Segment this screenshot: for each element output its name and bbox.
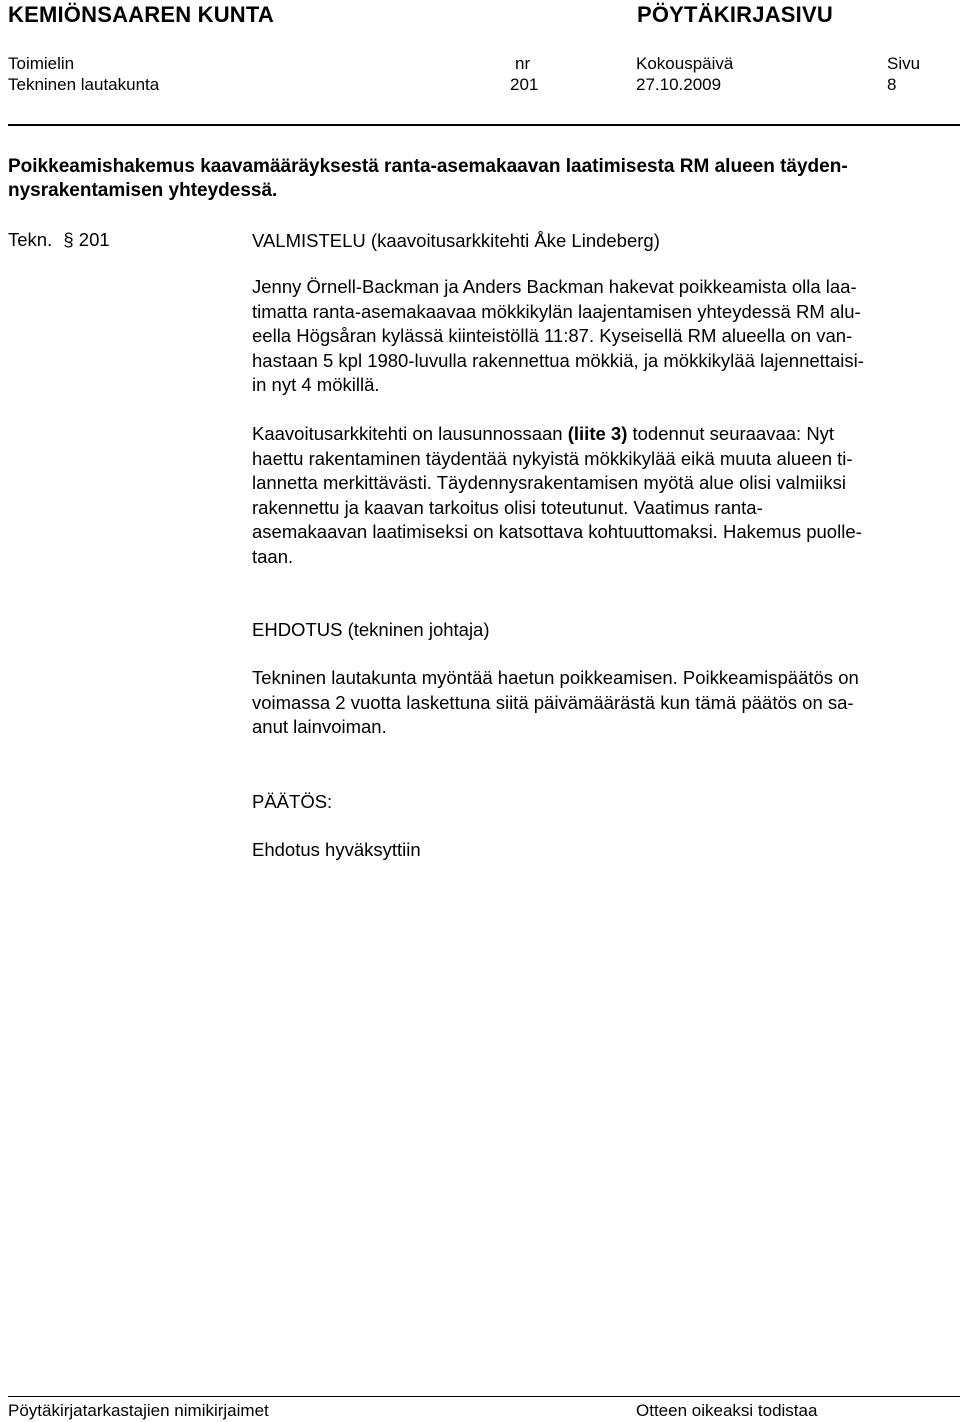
organization-name: KEMIÖNSAAREN KUNTA [8,2,274,27]
text-line: asemakaavan laatimiseksi on katsottava kohtuuttomaksi. Hakemus puolle- [252,521,862,542]
document-type: PÖYTÄKIRJASIVU [637,2,833,27]
decision-heading-block [252,790,952,815]
text-line: in nyt 4 mökillä. [252,374,380,395]
value-date: 27.10.2009 [636,75,722,94]
proposal-heading-block [252,618,952,643]
text-line: rakennettu ja kaavan tarkoitus olisi toteutunut. Vaatimus ranta- [252,496,763,518]
footer-initials-label: Pöytäkirjatarkastajien nimikirjaimet [8,1401,269,1420]
text-line [252,422,952,447]
label-date: Kokouspäivä [636,54,734,73]
header-rule [8,124,960,126]
text-segment: todennut seuraavaa: Nyt [627,423,835,444]
text-line: eella Högsåran kylässä kiinteistöllä 11:87. Kyseisellä RM alueella on van- [252,325,853,346]
value-page: 8 [887,75,897,94]
decision-text: Ehdotus hyväksyttiin [252,839,421,860]
value-nr: 201 [510,75,539,94]
section-heading [252,229,952,254]
text-line: Jenny Örnell-Backman ja Anders Backman hakevat poikkeamista olla laa- [252,276,857,297]
text-line: anut lainvoiman. [252,716,387,737]
attachment-reference: (liite 3) [567,423,628,444]
section-ref-prefix: Tekn. [8,229,53,250]
label-page: Sivu [887,54,921,73]
paragraph-application [252,275,952,398]
text-segment: Kaavoitusarkkitehti on lausunnossaan [252,423,568,444]
value-body: Tekninen lautakunta [8,75,160,94]
decision-text-block [252,838,952,863]
proposal-text [252,666,952,740]
text-line: haettu rakentaminen täydentää nykyistä mökkikylää eikä muuta alueen ti- [252,447,853,469]
title-line: nysrakentamisen yhteydessä. [8,180,278,201]
document-title [8,155,956,203]
footer-certification-label: Otteen oikeaksi todistaa [636,1401,818,1420]
footer-rule [8,1396,960,1397]
decision-heading: PÄÄTÖS: [252,791,333,812]
paragraph-statement [252,422,952,569]
valmistelu-heading: VALMISTELU (kaavoitusarkkitehti Åke Lindeberg) [252,230,660,251]
text-line: Tekninen lautakunta myöntää haetun poikkeamisen. Poikkeamispäätös on [252,667,859,688]
label-body: Toimielin [8,54,75,73]
proposal-heading: EHDOTUS (tekninen johtaja) [252,619,490,640]
section-ref-number: § 201 [63,229,110,250]
title-line: Poikkeamishakemus kaavamääräyksestä ranta-asemakaavan laatimisesta RM alueen täyden- [8,156,848,177]
text-line: hastaan 5 kpl 1980-luvulla rakennettua mökkiä, ja mökkikylää lajennettaisi- [252,349,864,371]
text-line: taan. [252,545,294,567]
text-line: lannetta merkittävästi. Täydennysrakentamisen myötä alue olisi valmiiksi [252,472,846,493]
label-nr: nr [515,54,531,73]
text-line: timatta ranta-asemakaavaa mökkikylän laajentamisen yhteydessä RM alu- [252,300,861,322]
text-line: voimassa 2 vuotta laskettuna siitä päivämäärästä kun tämä päätös on sa- [252,691,854,713]
section-ref [8,229,110,251]
